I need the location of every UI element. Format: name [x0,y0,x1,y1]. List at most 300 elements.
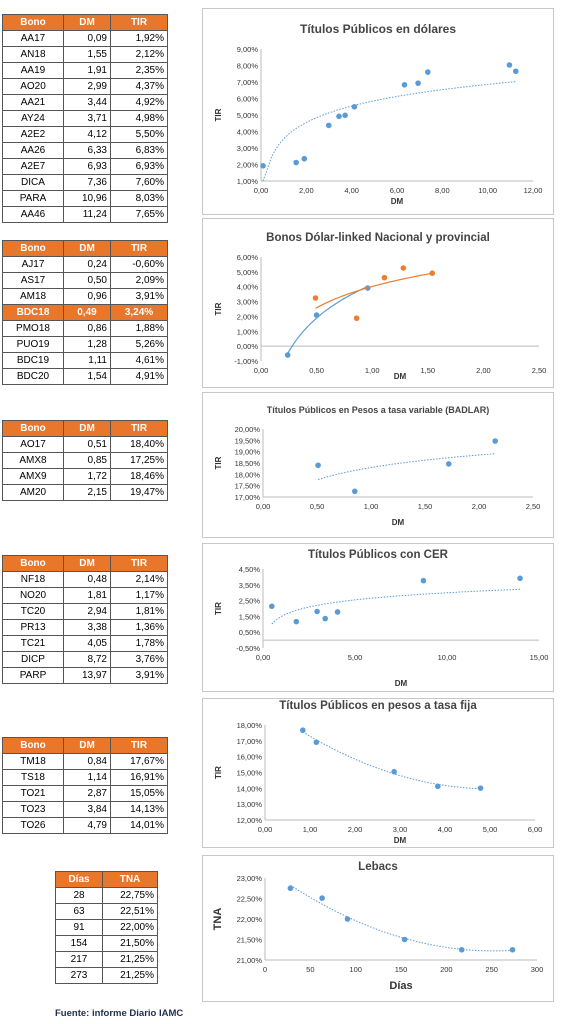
table-cell: 1,88% [111,321,168,337]
table-row [3,321,168,337]
y-tick-label: 3,00% [236,297,258,307]
table-cell: 5,50% [111,127,168,143]
column-header: TNA [103,872,158,888]
table-cell: 1,28 [64,337,111,353]
y-tick-label: 17,00% [236,736,262,746]
table-cell: 4,61% [111,353,168,369]
x-axis-label: DM [394,679,408,688]
table-cell: 0,24 [64,257,111,273]
table-cell: 0,48 [64,572,111,588]
table-cell: 0,85 [64,453,111,469]
x-tick-label: 3,00 [392,825,408,834]
x-tick-label: 1,00 [364,366,380,375]
table-row [3,636,168,652]
table-row [3,652,168,668]
table-row [3,63,168,79]
x-tick-label: 1,00 [302,825,318,834]
table-cell: 19,47% [111,485,168,501]
x-tick-label: 300 [530,965,544,974]
table-cell: 2,12% [111,47,168,63]
table-row [56,952,158,968]
x-tick-label: 0,50 [309,366,324,375]
column-header: DM [64,738,111,754]
column-header: Bono [3,738,64,754]
table-cell: 14,13% [111,802,168,818]
table-row [3,818,168,834]
y-tick-label: 18,50% [234,459,260,468]
table-cell: AA19 [3,63,64,79]
data-point [314,739,320,745]
table-row [56,936,158,952]
data-point [345,916,351,922]
table-cell: 2,15 [64,485,111,501]
table-cell: 6,93% [111,159,168,175]
table-cell: 6,33 [64,143,111,159]
y-tick-label: 22,00% [236,915,262,924]
chart-dollar-linked-svg [203,219,553,387]
data-point [301,156,307,162]
table-row [3,175,168,191]
x-axis-label: DM [390,197,404,206]
chart-title: Bonos Dólar-linked Nacional y provincial [266,232,490,244]
table-row [3,111,168,127]
y-tick-label: 5,00% [236,111,258,120]
data-point [288,885,294,891]
column-header: TIR [111,421,168,437]
data-point [293,160,299,166]
table-header-row [3,556,168,572]
chart-title: Lebacs [358,861,398,873]
y-axis-label: TIR [214,766,223,779]
y-tick-label: 16,00% [236,752,262,762]
y-tick-label: 1,00% [236,327,258,337]
table-cell: A2E2 [3,127,64,143]
table-row [3,273,168,289]
x-tick-label: 10,00 [437,653,457,662]
table-cell: 22,75% [103,888,158,904]
table-cell: BDC19 [3,353,64,369]
table-cell: 0,96 [64,289,111,305]
table-header-row [3,421,168,437]
x-tick-label: 5,00 [482,825,498,834]
table-row [3,754,168,770]
y-tick-label: 18,00% [236,721,262,730]
table-cell: 1,81% [111,604,168,620]
table-cell: 0,09 [64,31,111,47]
x-tick-label: 0,50 [309,502,325,511]
x-tick-label: 2,00 [476,366,491,375]
table-cell: TO26 [3,818,64,834]
x-tick-label: 150 [394,965,408,974]
table-header-row [3,15,168,31]
data-point [352,489,358,495]
data-point [342,113,348,119]
chart-title: Títulos Públicos con CER [308,549,448,561]
table-lebacs [55,871,158,984]
table-cell: 2,99 [64,79,111,95]
table-cell: 17,67% [111,754,168,770]
x-axis-label: DM [393,836,407,845]
y-axis-label: TIR [214,602,223,615]
table-cell: 8,72 [64,652,111,668]
table-cell: 3,71 [64,111,111,127]
table-cell: TO21 [3,786,64,802]
table-cell: PUO19 [3,337,64,353]
data-point [300,727,306,733]
x-tick-label: 5,00 [347,653,363,662]
table-row [3,437,168,453]
x-tick-label: 2,50 [531,366,547,375]
data-point [260,163,266,169]
table-cell: 1,17% [111,588,168,604]
table-cell: 3,38 [64,620,111,636]
y-axis-label: TIR [214,108,223,122]
table-cell: 0,86 [64,321,111,337]
table-row [3,289,168,305]
table-cell: A2E7 [3,159,64,175]
table-cell: 1,81 [64,588,111,604]
table-cell: 1,14 [64,770,111,786]
chart-usd-bonds [202,8,554,215]
x-tick-label: 4,00 [437,825,453,834]
table-cell: 1,91 [64,63,111,79]
data-point [269,603,275,609]
column-header: Días [56,872,103,888]
table-row [3,337,168,353]
data-point [319,895,325,901]
table-header-row [56,872,158,888]
table-row [3,31,168,47]
table-row [3,79,168,95]
table-cell: 0,51 [64,437,111,453]
column-header: DM [64,241,111,257]
data-point [459,947,465,953]
y-tick-label: 19,00% [234,447,260,457]
y-tick-label: 5,00% [236,267,258,277]
table-cell: 7,65% [111,207,168,223]
table-cell: 6,93 [64,159,111,175]
column-header: DM [64,15,111,31]
table-row [56,920,158,936]
data-point [382,275,388,281]
table-cell: TS18 [3,770,64,786]
data-point [415,80,421,86]
y-tick-label: 21,00% [236,956,262,965]
table-cell: 4,92% [111,95,168,111]
y-tick-label: 17,50% [234,481,260,491]
y-tick-label: 17,00% [234,493,260,502]
x-tick-label: 250 [485,965,498,974]
x-tick-label: 2,00 [299,186,314,195]
trend-line [318,454,495,480]
table-cell: 18,40% [111,437,168,453]
chart-cer [202,543,554,692]
table-cell: 6,83% [111,143,168,159]
table-cell: AM20 [3,485,64,501]
table-cell: 3,91% [111,668,168,684]
table-row [3,95,168,111]
x-tick-label: 8,00 [435,186,450,195]
y-tick-label: 8,00% [236,61,258,71]
column-header: 0,49 [64,305,111,321]
data-point [336,114,342,120]
x-tick-label: 12,00 [523,186,543,195]
x-tick-label: 0,00 [255,653,271,662]
table-cell: 3,44 [64,95,111,111]
source-footer: Fuente: informe Diario IAMC [55,1008,184,1019]
y-tick-label: 2,50% [238,596,260,606]
table-cell: AMX8 [3,453,64,469]
x-tick-label: 4,00 [344,186,359,195]
data-point [315,462,321,468]
y-tick-label: 6,00% [236,94,258,104]
table-cell: -0,60% [111,257,168,273]
table-cell: AO17 [3,437,64,453]
x-tick-label: 0,00 [255,502,271,511]
table-cell: 4,91% [111,369,168,385]
table-cell: AA21 [3,95,64,111]
table-cell: 5,26% [111,337,168,353]
chart-title: Títulos Públicos en dólares [299,22,457,36]
data-point [421,578,427,584]
y-tick-label: 4,50% [238,565,260,574]
table-header-row [3,241,168,257]
table-row [3,469,168,485]
table-cell: 1,11 [64,353,111,369]
x-tick-label: 50 [306,965,315,974]
table-cell: 2,14% [111,572,168,588]
series-trend-line [316,273,433,308]
chart-cer-svg [203,544,553,691]
y-tick-label: 21,50% [236,935,262,945]
chart-fixed-rate [202,698,554,848]
table-cell: BDC20 [3,369,64,385]
data-point [391,769,397,775]
table-cell: DICA [3,175,64,191]
table-cell: 4,79 [64,818,111,834]
table-cell: AA46 [3,207,64,223]
table-cer [2,555,168,684]
table-row [3,369,168,385]
table-row [3,604,168,620]
table-row [56,904,158,920]
trend-line [303,732,481,789]
column-header: 3,24% [111,305,168,321]
y-tick-label: 9,00% [236,45,258,54]
x-tick-label: 6,00 [527,825,543,834]
column-header: BDC18 [3,305,64,321]
table-row [3,668,168,684]
x-tick-label: 1,50 [420,366,436,375]
table-row [3,802,168,818]
y-tick-label: -1,00% [234,357,258,366]
table-cell: NF18 [3,572,64,588]
x-tick-label: 200 [440,965,453,974]
data-point [314,312,320,318]
table-cell: 0,50 [64,273,111,289]
column-header: TIR [111,738,168,754]
table-cell: 13,97 [64,668,111,684]
table-header-row [3,305,168,321]
table-cell: 21,50% [103,936,158,952]
table-cell: 14,01% [111,818,168,834]
data-point [326,123,332,129]
y-tick-label: 14,00% [236,784,262,794]
table-cell: 8,03% [111,191,168,207]
data-point [517,576,523,582]
table-cell: 3,76% [111,652,168,668]
data-point [507,62,513,68]
x-tick-label: 1,50 [417,502,433,511]
table-cell: 63 [56,904,103,920]
column-header: Bono [3,556,64,572]
table-cell: TC21 [3,636,64,652]
x-tick-label: 2,50 [525,502,541,511]
data-point [294,619,300,625]
table-cell: 2,87 [64,786,111,802]
table-cell: 154 [56,936,103,952]
data-point [352,104,358,110]
table-cell: AO20 [3,79,64,95]
data-point [492,438,498,444]
y-tick-label: 22,50% [236,894,262,904]
y-tick-label: 4,00% [236,282,258,292]
column-header: Bono [3,241,64,257]
table-dollar-linked [2,240,168,385]
y-tick-label: 13,00% [236,800,262,810]
y-tick-label: 7,00% [236,78,258,87]
x-axis-label: DM [393,372,407,381]
table-cell: AM18 [3,289,64,305]
column-header: Bono [3,421,64,437]
table-row [56,888,158,904]
table-row [3,786,168,802]
table-cell: 22,51% [103,904,158,920]
table-cell: 4,98% [111,111,168,127]
chart-badlar [202,392,554,538]
column-header: TIR [111,15,168,31]
table-cell: 18,46% [111,469,168,485]
table-cell: 17,25% [111,453,168,469]
table-row [56,968,158,984]
x-tick-label: 6,00 [389,186,405,195]
table-cell: TM18 [3,754,64,770]
table-cell: NO20 [3,588,64,604]
table-cell: 7,60% [111,175,168,191]
table-badlar [2,420,168,501]
table-cell: 217 [56,952,103,968]
y-axis-label: TNA [212,907,224,931]
trend-line [263,82,516,181]
y-tick-label: -0,50% [236,644,260,653]
y-tick-label: 0,00% [236,342,258,352]
data-point [314,609,320,615]
chart-lebacs [202,855,554,1002]
table-row [3,353,168,369]
table-row [3,47,168,63]
chart-fixed-rate-svg [203,699,553,847]
table-usd-bonds [2,14,168,223]
table-cell: 21,25% [103,968,158,984]
table-cell: 4,05 [64,636,111,652]
data-point [402,937,408,943]
table-cell: TO23 [3,802,64,818]
data-point [322,616,328,622]
column-header: Bono [3,15,64,31]
table-cell: 3,91% [111,289,168,305]
column-header: TIR [111,556,168,572]
data-point [313,295,319,301]
y-axis-label: TIR [214,302,223,316]
data-point [510,947,516,953]
y-tick-label: 6,00% [236,253,258,262]
data-point [513,68,519,74]
table-cell: 0,84 [64,754,111,770]
table-cell: 273 [56,968,103,984]
table-cell: 1,78% [111,636,168,652]
x-axis-label: Días [389,980,413,992]
table-cell: 1,55 [64,47,111,63]
column-header: TIR [111,241,168,257]
table-cell: PARA [3,191,64,207]
x-tick-label: 0,00 [253,186,269,195]
x-tick-label: 0,00 [253,366,269,375]
table-cell: 2,35% [111,63,168,79]
x-tick-label: 0,00 [257,825,273,834]
x-tick-label: 1,00 [363,502,379,511]
y-tick-label: 0,50% [238,628,260,638]
y-tick-label: 15,00% [236,768,262,778]
data-point [429,270,435,276]
y-tick-label: 1,50% [238,612,260,622]
y-tick-label: 4,00% [236,127,258,137]
y-axis-label: TIR [214,456,223,470]
table-cell: 2,94 [64,604,111,620]
table-cell: 21,25% [103,952,158,968]
trend-line [290,885,512,951]
table-cell: PMO18 [3,321,64,337]
data-point [401,265,407,271]
table-cell: 1,36% [111,620,168,636]
table-cell: DICP [3,652,64,668]
table-cell: AY24 [3,111,64,127]
y-tick-label: 3,50% [238,580,260,590]
table-row [3,207,168,223]
table-row [3,485,168,501]
chart-title: Títulos Públicos en Pesos a tasa variable (BADLAR) [266,405,490,415]
table-cell: AA17 [3,31,64,47]
y-tick-label: 2,00% [236,312,258,322]
table-cell: AMX9 [3,469,64,485]
x-tick-label: 10,00 [478,186,498,195]
data-point [335,609,341,615]
table-cell: 7,36 [64,175,111,191]
chart-badlar-svg [203,393,553,537]
x-tick-label: 2,00 [347,825,363,834]
table-row [3,159,168,175]
data-point [402,82,408,88]
table-cell: PR13 [3,620,64,636]
chart-usd-bonds-svg [203,9,553,214]
chart-title: Títulos Públicos en pesos a tasa fija [279,700,477,712]
table-cell: 1,72 [64,469,111,485]
table-cell: 3,84 [64,802,111,818]
data-point [478,785,484,791]
y-tick-label: 12,00% [236,816,262,825]
column-header: DM [64,421,111,437]
table-fixed-rate [2,737,168,834]
y-tick-label: 18,00% [234,470,260,480]
